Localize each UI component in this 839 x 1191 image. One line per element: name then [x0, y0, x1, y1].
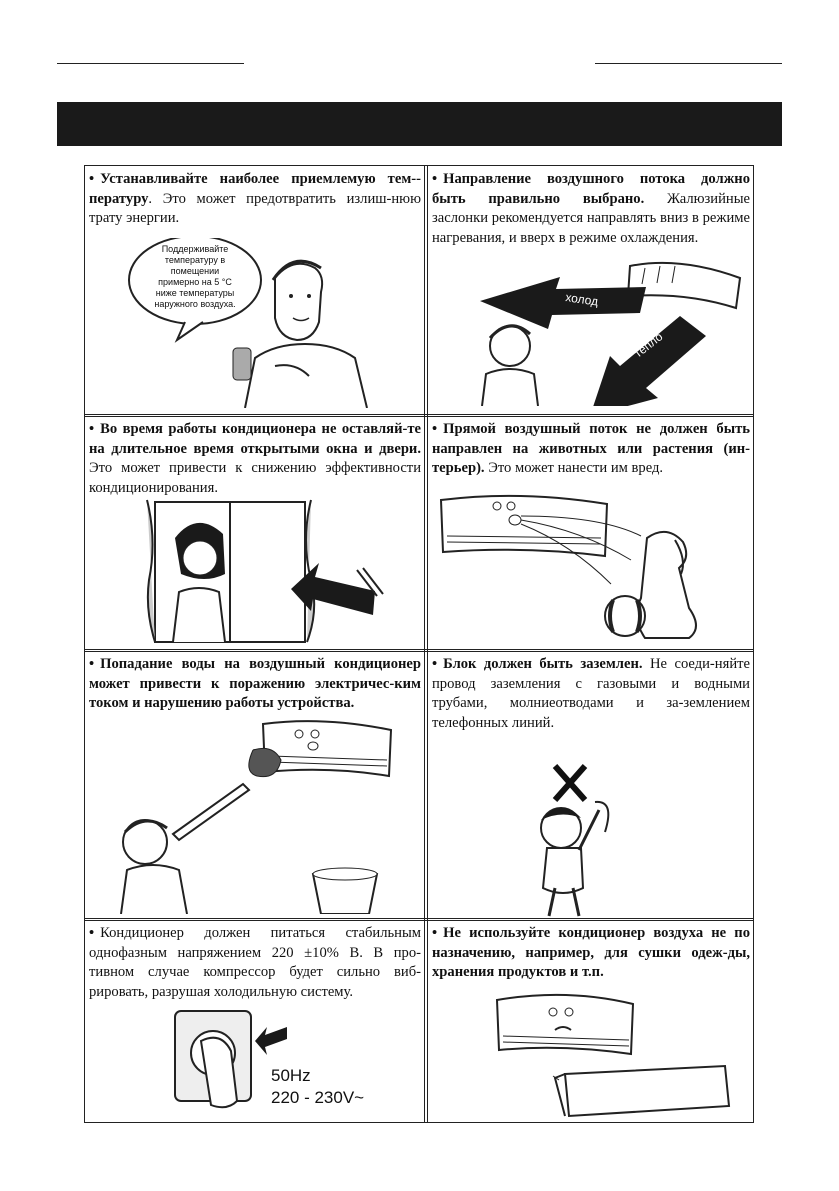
- water-spray-illustration: [103, 714, 413, 914]
- header-rule-right: [595, 63, 782, 64]
- misuse-illustration: [495, 984, 740, 1119]
- tip-voltage: • Кондиционер должен питаться стабильным однофазным напряжением 220 ±10% В. В про-тивном случае компрессор будет сильно виб-рировать, разрушая холодильную систему.: [89, 925, 421, 1000]
- bubble-line-1: Поддерживайте: [161, 244, 229, 254]
- bubble-line-2: температуру в: [164, 255, 226, 265]
- tip-animals-plants: • Прямой воздушный поток не должен быть направлен на животных или растения (ин-терьер). Это может нанести им вред.: [432, 421, 750, 476]
- cold-label: холод: [564, 290, 600, 309]
- bubble-line-4: примерно на 5 °C: [158, 277, 232, 287]
- power-plug-illustration: [161, 1001, 411, 1116]
- tip-misuse: • Не используйте кондиционер воздуха не по назначению, например, для сушки одеж-ды, хранения продуктов и т.п.: [432, 925, 750, 980]
- tip-temperature: • Устанавливайте наиболее приемлемую тем-пературу. Это может предотвратить излиш-нюю трату энергии.: [89, 171, 421, 226]
- open-window-illustration: [125, 496, 395, 646]
- airflow-illustration: [460, 246, 750, 406]
- row-divider-1: [85, 414, 753, 417]
- warm-label: тепло: [631, 329, 666, 361]
- column-divider: [424, 166, 428, 1122]
- grounding-illustration: [525, 762, 665, 922]
- tip-airflow-direction: • Направление воздушного потока должно быть правильно выбрано. Жалюзийные заслонки рекомендуется направлять вниз в режиме нагревания, и вверх в режиме охлаждения.: [432, 171, 750, 246]
- bubble-line-6: наружного воздуха.: [154, 299, 236, 309]
- header-rule-left: [57, 63, 244, 64]
- bubble-line-3: помещении: [170, 266, 220, 276]
- tips-grid: [84, 165, 754, 1123]
- frequency-label: 50Hz: [271, 1066, 311, 1085]
- tip-water: • Попадание воды на воздушный кондиционер может привести к поражению электричес-ким током и нарушению работы устройства.: [89, 656, 421, 711]
- tip-windows-doors: • Во время работы кондиционера не оставляй-те на длительное время открытыми окна и двери. Это может привести к снижению эффективности кондиционирования.: [89, 421, 421, 496]
- person-with-bubble-illustration: [125, 238, 375, 408]
- row-divider-2: [85, 649, 753, 652]
- ac-dog-illustration: [437, 488, 749, 648]
- bubble-line-5: ниже температуры: [155, 288, 235, 298]
- voltage-label: 220 - 230V~: [271, 1088, 365, 1107]
- tip-grounding: • Блок должен быть заземлен. Не соеди-няйте провод заземления с газовыми и водными трубами, молниеотводами и за-землением телефонных линий.: [432, 656, 750, 731]
- section-banner: [57, 102, 782, 146]
